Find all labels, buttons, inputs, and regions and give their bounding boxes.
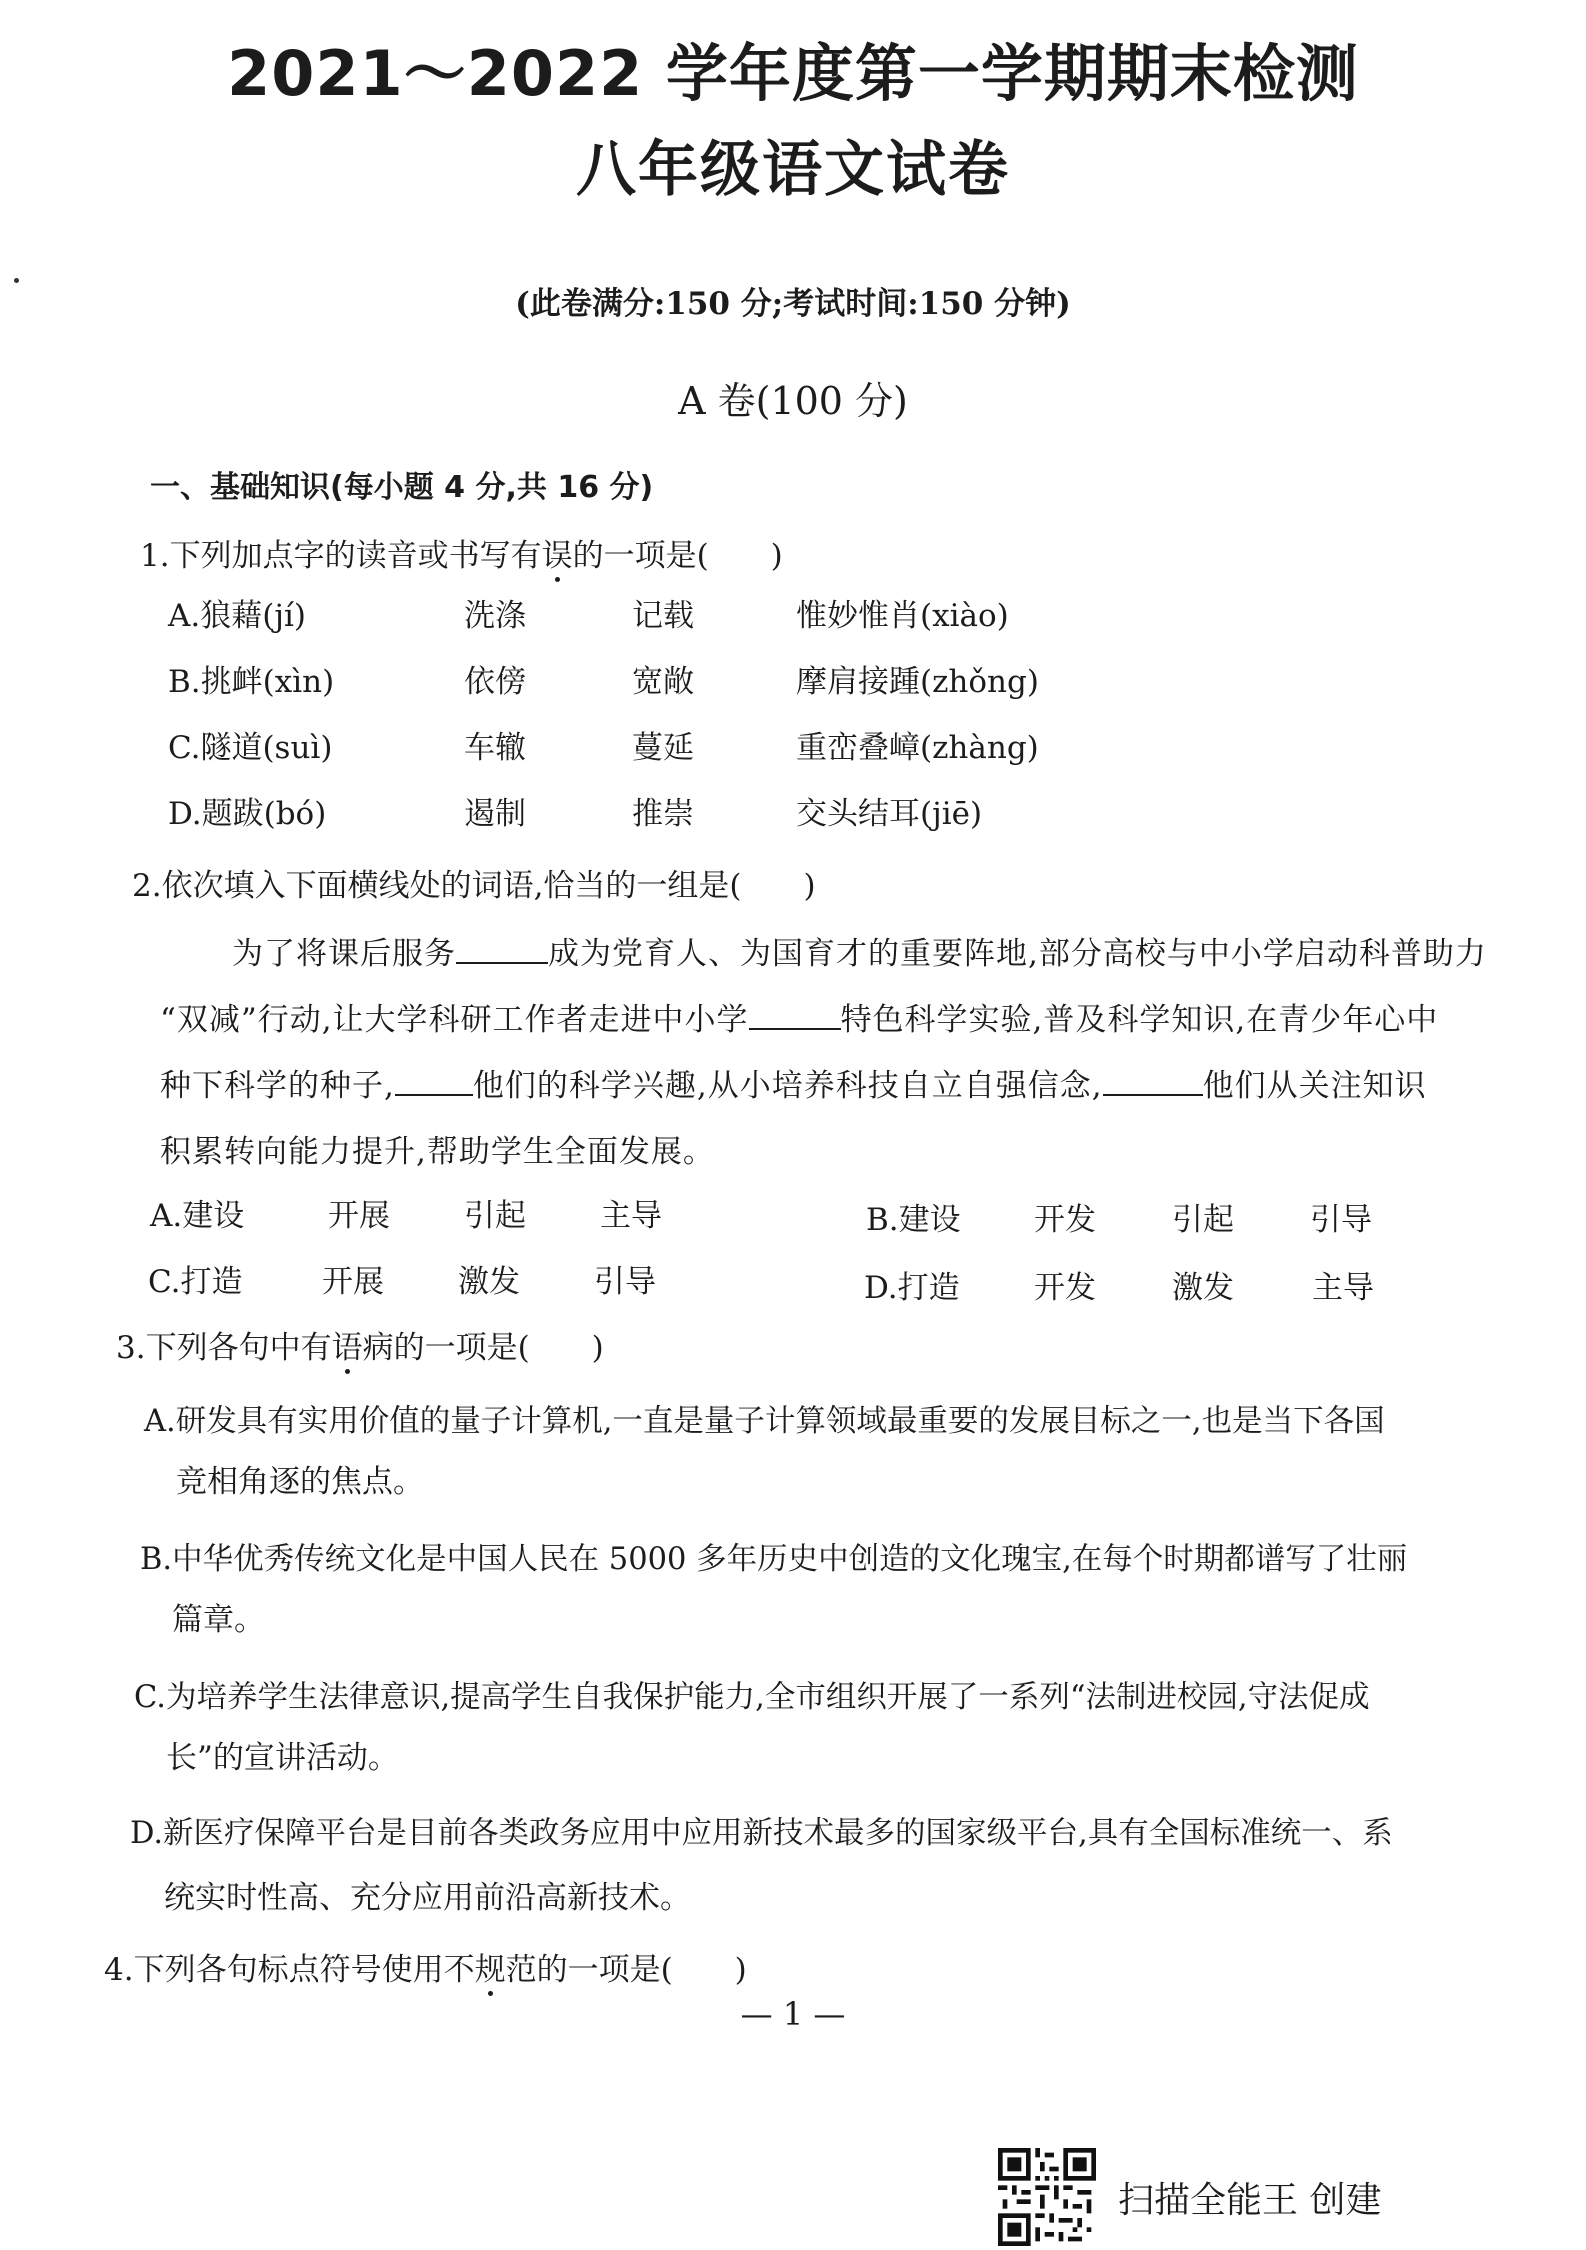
question-1-stem [140, 530, 783, 575]
option-word: 交头结耳(jiē) [796, 796, 983, 832]
question-1-stem-pre: 1.下列加点字的读音或书写有 [140, 538, 542, 574]
option-word: 开发 [1034, 1202, 1096, 1238]
question-2-passage-line [160, 994, 1438, 1039]
question-2-passage-line [232, 928, 1487, 973]
question-2-option-b [866, 1194, 1466, 1238]
option-word: 洗涤 [464, 598, 526, 634]
question-1-option-d [168, 788, 1468, 832]
question-3-option-b: B.中华优秀传统文化是中国人民在 5000 多年历史中创造的文化瑰宝,在每个时期都谱写了壮丽 [140, 1542, 1408, 1577]
question-3-option-d: D.新医疗保障平台是目前各类政务应用中应用新技术最多的国家级平台,具有全国标准统一、系 [130, 1816, 1393, 1851]
part-heading: A 卷(100 分) [678, 379, 908, 423]
question-1-stem-emphasis: 误 [541, 538, 573, 574]
question-1-option-a [168, 590, 1468, 634]
option-word: 开展 [322, 1264, 384, 1300]
option-word: 主导 [600, 1198, 662, 1234]
question-2-passage-line [160, 1060, 1427, 1105]
question-4-stem-post: 的一项是( ) [536, 1952, 747, 1988]
option-word: 开展 [328, 1198, 390, 1234]
question-1-option-b [168, 656, 1468, 700]
option-word: 推崇 [632, 796, 694, 832]
question-4-stem-pre: 4.下列各句标点符号使用 [104, 1952, 444, 1988]
option-word: 车辙 [464, 730, 526, 766]
question-3-stem-post: 的一项是( ) [393, 1330, 604, 1366]
passage-text: 种下科学的种子, [160, 1068, 395, 1104]
option-word: D.题跋(bó) [168, 796, 327, 832]
option-word: 摩肩接踵(zhǒng) [796, 664, 1039, 700]
fill-blank [456, 934, 548, 964]
option-word: 重峦叠嶂(zhàng) [796, 730, 1039, 766]
passage-text: 成为党育人、为国育才的重要阵地,部分高校与中小学启动科普助力 [548, 936, 1487, 972]
option-word: 遏制 [464, 796, 526, 832]
question-1-stem-post: 的一项是( ) [572, 538, 783, 574]
option-word: D.打造 [864, 1270, 960, 1306]
option-word: 惟妙惟肖(xiào) [796, 598, 1009, 634]
question-3-stem-emphasis: 有语病 [300, 1330, 394, 1366]
question-1-option-c [168, 722, 1468, 766]
qr-code-icon [998, 2148, 1096, 2246]
option-word: 引起 [1172, 1202, 1234, 1238]
option-word: 引起 [464, 1198, 526, 1234]
option-word: A.狼藉(jí) [168, 598, 306, 634]
option-word: 引导 [1310, 1202, 1372, 1238]
passage-text: “双减”行动,让大学科研工作者走进中小学 [160, 1002, 749, 1038]
question-2-stem: 2.依次填入下面横线处的词语,恰当的一组是( ) [132, 868, 816, 904]
question-2-passage-line: 积累转向能力提升,帮助学生全面发展。 [160, 1134, 715, 1170]
option-word: 开发 [1034, 1270, 1096, 1306]
passage-text: 他们从关注知识 [1202, 1068, 1427, 1104]
exam-subtitle: 八年级语文试卷 [576, 135, 1010, 205]
question-3-option-c-cont: 长”的宣讲活动。 [166, 1740, 399, 1776]
question-3-option-a: A.研发具有实用价值的量子计算机,一直是量子计算领域最重要的发展目标之一,也是当下各国 [144, 1404, 1385, 1439]
fill-blank [395, 1066, 473, 1096]
section-heading: 一、基础知识(每小题 4 分,共 16 分) [150, 470, 654, 505]
option-word: 主导 [1312, 1270, 1374, 1306]
option-word: C.打造 [148, 1264, 243, 1300]
option-word: B.建设 [866, 1202, 961, 1238]
question-4-stem [104, 1944, 747, 1989]
option-word: 引导 [594, 1264, 656, 1300]
passage-text: 为了将课后服务 [232, 936, 456, 972]
option-word: 宽敞 [632, 664, 694, 700]
scanner-watermark: 扫描全能王 创建 [1118, 2180, 1382, 2221]
option-word: 激发 [458, 1264, 520, 1300]
option-word: B.挑衅(xìn) [168, 664, 335, 700]
option-word: A.建设 [150, 1198, 245, 1234]
question-3-option-b-cont: 篇章。 [172, 1602, 265, 1638]
question-3-option-c: C.为培养学生法律意识,提高学生自我保护能力,全市组织开展了一系列“法制进校园,守法促成 [134, 1680, 1370, 1715]
option-word: 激发 [1172, 1270, 1234, 1306]
question-4-stem-emphasis: 不规范 [443, 1952, 537, 1988]
fill-blank [749, 1000, 841, 1030]
option-word: 记载 [632, 598, 694, 634]
exam-info: (此卷满分:150 分;考试时间:150 分钟) [515, 286, 1071, 322]
question-3-stem-pre: 3.下列各句中 [116, 1330, 301, 1366]
passage-text: 特色科学实验,普及科学知识,在青少年心中 [840, 1002, 1439, 1038]
fill-blank [1103, 1066, 1203, 1096]
passage-text: 他们的科学兴趣,从小培养科技自立自强信念, [472, 1068, 1103, 1104]
page-number: — 1 — [740, 1995, 846, 2033]
question-3-option-a-cont: 竞相角逐的焦点。 [176, 1464, 424, 1500]
question-2-option-d [864, 1262, 1464, 1306]
exam-title: 2021～2022 学年度第一学期期末检测 [227, 37, 1359, 110]
question-3-stem [116, 1322, 604, 1367]
option-word: 蔓延 [632, 730, 694, 766]
question-3-option-d-cont: 统实时性高、充分应用前沿高新技术。 [164, 1880, 691, 1916]
option-word: C.隧道(suì) [168, 730, 333, 766]
option-word: 依傍 [464, 664, 526, 700]
